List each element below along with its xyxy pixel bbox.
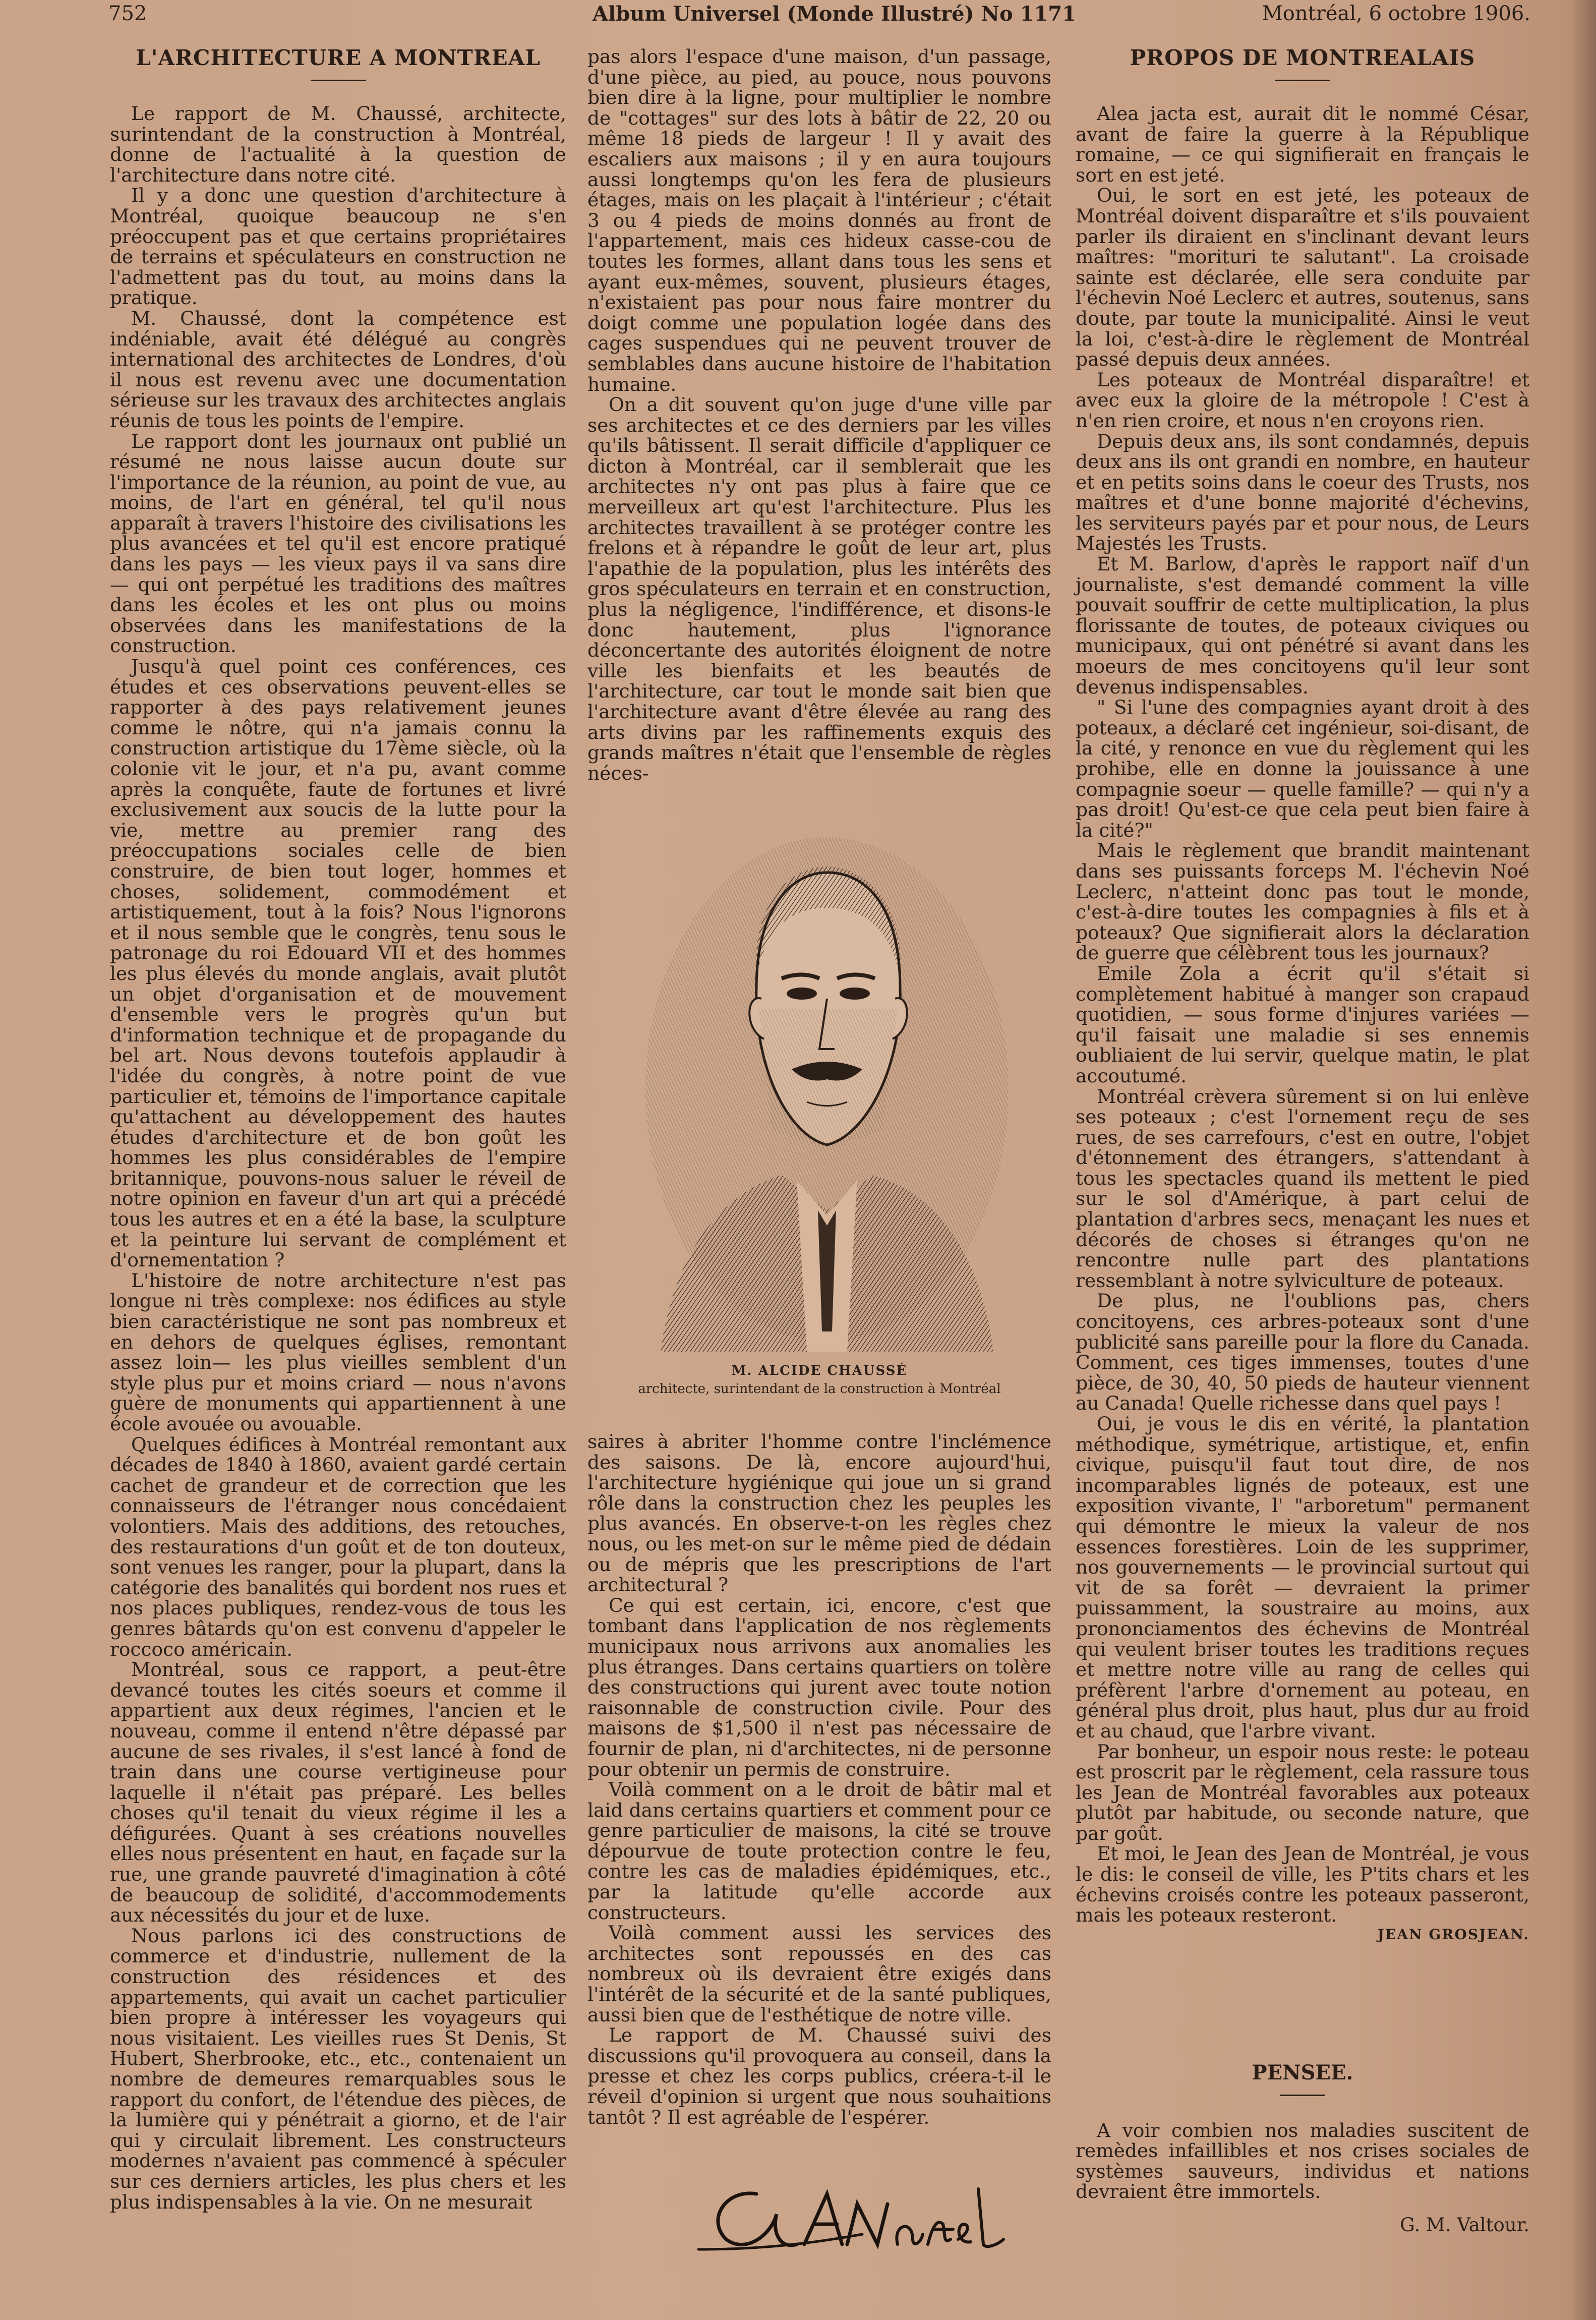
portrait-caption bbox=[587, 1362, 1051, 1398]
paragraph: Oui, je vous le dis en vérité, la plantation méthodique, symétrique, artistique, et, enfin civique, puisqu'il faut tout dire, de nos incomparables lignés de poteaux, est une exposition vivante, l' "arboretum" permanent qui démontre le mieux la valeur de nos essences forestières. Loin de les supprimer, nos gouvernements — le provincial surtout qui vit de sa forêt — devraient la primer puissamment, la soustraire au moins, aux prononciamentos des échevins de Montréal qui veulent briser toutes les traditions reçues et mettre notre ville au rang de celles qui préfèrent l'arbre d'ornement au poteau, en général plus droit, plus haut, plus dur au froid et au chaud, que l'arbre vivant. bbox=[1076, 1413, 1529, 1742]
paragraph: " Si l'une des compagnies ayant droit à des poteaux, a déclaré cet ingénieur, soi-disant, de la cité, y renonce en vue du règlement qui les prohibe, elle en donne la jouissance à une compagnie soeur — quelle famille? — qui n'y a pas droit! Qu'est-ce que cela peut bien faire à la cité?" bbox=[1076, 696, 1529, 841]
paragraph: Le rapport dont les journaux ont publié un résumé ne nous laisse aucun doute sur l'importance de la réunion, au point de vue, au moins, de l'art en général, tel qu'il nous apparaît à travers l'histoire des civilisations les plus avancées et tel qu'il est encore pratiqué dans les pays — les vieux pays il va sans dire — qui ont perpétué les traditions des maîtres dans les écoles et les ont plus ou moins observées dans les manifestations de la construction. bbox=[110, 430, 566, 657]
paragraph: Les poteaux de Montréal disparaître! et avec eux la gloire de la métropole ! C'est à n'en rien croire, et nous n'en croyons rien. bbox=[1076, 368, 1529, 432]
article-author: JEAN GROSJEAN. bbox=[1377, 1926, 1529, 1943]
page-number: 752 bbox=[108, 2, 147, 25]
paragraph: Emile Zola a écrit qu'il s'était si complètement habitué à manger son crapaud quotidien, — sous forme d'injures variées — qu'il faisait une maladie si ses ennemis oubliaient de lui servir, quelque matin, le plat accoutumé. bbox=[1076, 962, 1529, 1087]
article-title: L'ARCHITECTURE A MONTREAL bbox=[136, 45, 541, 70]
article-title: PROPOS DE MONTREALAIS bbox=[1130, 45, 1475, 70]
paragraph: De plus, ne l'oublions pas, chers concitoyens, ces arbres-poteaux sont d'une publicité sans pareille pour la flore du Canada. Comment, ces tiges immenses, toutes d'une pièce, de 30, 40, 50 pieds de hauteur viennent au Canada! Quelle richesse dans quel pays ! bbox=[1076, 1290, 1529, 1415]
middle-column-bottom bbox=[587, 1431, 1051, 2127]
paragraph: Le rapport de M. Chaussé suivi des discussions qu'il provoquera au conseil, dans la presse et chez les corps publics, créera-t-il le réveil d'opinion si urgent que nous souhaitions tantôt ? Il est agréable de l'espérer. bbox=[587, 2024, 1051, 2128]
portrait-name: M. ALCIDE CHAUSSÉ bbox=[731, 1363, 908, 1378]
right-article-column bbox=[1076, 46, 1529, 1945]
paragraph: Montréal crèvera sûrement si on lui enlève ses poteaux ; c'est l'ornement reçu de ses rues, de ses carrefours, c'est en outre, l'objet d'étonnement des étrangers, s'attendant à tous les spectacles quand ils mettent le pied sur le sol d'Amérique, à part celui de plantation d'arbres secs, menaçant les nues et décorés de choses si étranges qu'on ne rencontre nulle part des plantations ressemblant à notre sylviculture de poteaux. bbox=[1076, 1085, 1529, 1292]
paragraph: Voilà comment aussi les services des architectes sont repoussés en des cas nombreux où ils devraient être exigés dans l'intérêt de la sécurité et de la santé publiques, aussi bien que de l'esthétique de notre ville. bbox=[587, 1922, 1051, 2026]
paragraph: Alea jacta est, aurait dit le nommé César, avant de faire la guerre à la République romaine, — ce qui signifierait en français le sort en est jeté. bbox=[1076, 102, 1529, 186]
middle-column-top bbox=[587, 46, 1051, 783]
paragraph: Et M. Barlow, d'après le rapport naïf d'un journaliste, s'est demandé comment la ville pouvait souffrir de cette multiplication, la plus florissante de toutes, de poteaux civiques ou municipaux, qui ont pénétré si avant dans les moeurs de mes concitoyens qu'il leur sont devenus indispensables. bbox=[1076, 553, 1529, 698]
pensee-text: A voir combien nos maladies suscitent de remèdes infaillibles et nos crises sociales de systèmes sauveurs, individus et nations devraient être immortels. bbox=[1076, 2119, 1529, 2203]
pensee-title: PENSEE. bbox=[1252, 2061, 1353, 2084]
paragraph: Voilà comment on a le droit de bâtir mal et laid dans certains quartiers et comment pour ce genre particulier de maisons, la cité se trouve dépourvue de toute protection contre le feu, contre les cas de maladies épidémiques, etc., par la latitude qu'elle accorde aux constructeurs. bbox=[587, 1778, 1051, 1924]
paragraph: Mais le règlement que brandit maintenant dans ses puissants forceps M. l'échevin Noé Leclerc, n'atteint donc pas tout le monde, c'est-à-dire toutes les compagnies à fils et à poteaux? Que signifierait alors la déclaration de guerre que célèbrent tous les journaux? bbox=[1076, 839, 1529, 964]
paragraph: L'histoire de notre architecture n'est pas longue ni très complexe: nos édifices au style bien caractéristique ne sont pas nombreux et en dehors de quelques églises, remontant assez loin— les plus vieilles semblent d'un style plus pur et moins criard — nous n'avons guère de monuments qui appartiennent à une école avouée ou avouable. bbox=[110, 1269, 566, 1435]
page-header bbox=[108, 2, 1530, 32]
paragraph: Ce qui est certain, ici, encore, c'est que tombant dans l'application de nos règlements municipaux nous arrivons aux anomalies les plus étranges. Dans certains quartiers on tolère des constructions qui jurent avec toute notion raisonnable de construction civile. Pour des maisons de $1,500 il n'est pas nécessaire de fournir de plan, ni d'architectes, ni de personne pour obtenir un permis de construire. bbox=[587, 1594, 1051, 1780]
page-edge bbox=[1572, 0, 1596, 2320]
title-rule bbox=[311, 80, 366, 81]
paragraph: Le rapport de M. Chaussé, architecte, surintendant de la construction à Montréal, donne de l'actualité à la question de l'architecture dans notre cité. bbox=[110, 102, 566, 186]
paragraph: Jusqu'à quel point ces conférences, ces études et ces observations peuvent-elles se rapporter à des pays relativement jeunes comme le nôtre, qui n'a jamais connu la construction artistique du 17ème siècle, où la colonie vit le jour, et n'a pu, avant comme après la conquête, faute de fortunes et livré exclusivement aux soucis de la lutte pour la vie, mettre au premier rang des préoccupations sociales celle de bien construire, de bien tout loger, hommes et choses, solidement, commodément et artistiquement, tout à la fois? Nous l'ignorons et il nous semble que le congrès, tenu sous le patronage du roi Edouard VII et des hommes les plus élevés du monde anglais, avait plutôt un objet d'organisation et de mouvement d'ensemble vers le progrès qu'un but d'information technique et de propagande du bel art. Nous devons toutefois applaudir à l'idée du congrès, à notre point de vue particulier et, témoins de l'importance capitale qu'attachent au développement des hautes études d'architecture et de bon goût les hommes les plus considérables de l'empire britannique, pouvons-nous saluer le réveil de notre opinion en faveur d'un art qui a précédé tous les autres et en a été la base, la sculpture et la peinture lui servant de complément et d'ornementation ? bbox=[110, 655, 566, 1271]
handwritten-signature bbox=[696, 2174, 1009, 2270]
paragraph: Quelques édifices à Montréal remontant aux décades de 1840 à 1860, avaient gardé certain cachet de grandeur et de correction que les connaisseurs de l'étranger nous concédaient volontiers. Mais des additions, des retouches, des restaurations d'un goût et de ton douteux, sont venues les ranger, pour la plupart, dans la catégorie des banalités qui bordent nos rues et nos places publiques, rendez-vous de tous les genres bâtards qu'on est convenu d'appeler le roccoco américain. bbox=[110, 1433, 566, 1660]
paragraph: saires à abriter l'homme contre l'inclémence des saisons. De là, encore aujourd'hui, l'architecture hygiénique qui joue un si grand rôle dans la construction chez les peuples les plus avancés. En observe-t-on les règles chez nous, ou les met-on sur le même pied de dédain ou de mépris que les prescriptions de l'art architectural ? bbox=[587, 1430, 1051, 1596]
paragraph: Et moi, le Jean des Jean de Montréal, je vous le dis: le conseil de ville, les P'tits chars et les échevins croisés contre les poteaux passeront, mais les poteaux resteront. bbox=[1076, 1842, 1529, 1927]
dateline: Montréal, 6 octobre 1906. bbox=[1262, 2, 1530, 25]
left-article-column bbox=[110, 46, 566, 2212]
paragraph: Il y a donc une question d'architecture à Montréal, quoique beaucoup ne s'en préoccupent pas et que certains propriétaires de terrains et spéculateurs en construction ne l'admettent pas du tout, au moins dans la pratique. bbox=[110, 184, 566, 309]
portrait-subtitle: architecte, surintendant de la construction à Montréal bbox=[638, 1381, 1001, 1397]
paragraph: M. Chaussé, dont la compétence est indéniable, avait été délégué au congrès international des architectes de Londres, d'où il nous est revenu avec une documentation sérieuse sur les travaux des architectes anglais réunis de tous les points de l'empire. bbox=[110, 307, 566, 432]
paragraph: Montréal, sous ce rapport, a peut-être devancé toutes les cités soeurs et comme il appartient aux deux régimes, l'ancien et le nouveau, comme il entend n'être dépassé par aucune de ses rivales, il s'est lancé à fond de train dans une course vertigineuse pour laquelle il n'était pas préparé. Les belles choses qu'il tenait du vieux régime il les a défigurées. Quant à ses créations nouvelles elles nous présentent en haut, en façade sur la rue, une grande pauvreté d'imagination à côté de beaucoup de solidité, d'accommodements aux nécessités du jour et de luxe. bbox=[110, 1658, 566, 1927]
paragraph: pas alors l'espace d'une maison, d'un passage, d'une pièce, au pied, au pouce, nous pouvons bien dire à la ligne, pour multiplier le nombre de "cottages" sur des lots à bâtir de 22, 20 ou même 18 pieds de largeur ! Il y avait des escaliers aux maisons ; il y en aura toujours aussi longtemps qu'on les fera de plusieurs étages, mais on les plaçait à l'intérieur ; c'était 3 ou 4 pieds de moins donnés au front de l'appartement, mais ces hideux casse-cou de toutes les formes, allant dans tous les sens et ayant eux-mêmes, souvent, plusieurs étages, n'existaient pas pour nous faire montrer du doigt comme une population logée dans des cages suspendues qui ne peuvent trouver de semblables dans aucune histoire de l'habitation humaine. bbox=[587, 45, 1051, 395]
title-rule bbox=[1275, 80, 1330, 81]
paragraph: Oui, le sort en est jeté, les poteaux de Montréal doivent disparaître et s'ils pouvaient parler ils diraient en s'inclinant devant leurs maîtres: "morituri te salutant". La croisade sainte est déclarée, elle sera conduite par l'échevin Noé Leclerc et autres, soutenus, sans doute, par toute la municipalité. Ainsi le veut la loi, c'est-à-dire le règlement de Montréal passé depuis deux années. bbox=[1076, 184, 1529, 371]
journal-title: Album Universel (Monde Illustré) No 1171 bbox=[593, 2, 1076, 26]
pensee-author: G. M. Valtour. bbox=[1400, 2214, 1529, 2236]
paragraph: Depuis deux ans, ils sont condamnés, depuis deux ans ils ont grandi en nombre, en hauteur et en petits soins dans le coeur des Trusts, nos maîtres et d'une bonne majorité d'échevins, les serviteurs payés par et pour nous, de Leurs Majestés les Trusts. bbox=[1076, 430, 1529, 555]
paragraph: On a dit souvent qu'on juge d'une ville par ses architectes et ce des derniers par les villes qu'ils bâtissent. Il serait difficile d'appliquer ce dicton à Montréal, car il semblerait que les architectes n'y ont pas plus à faire que ce merveilleux art qu'est l'architecture. Plus les architectes travaillent à se protéger contre les frelons et à répandre le goût de leur art, plus l'apathie de la population, plus les intérêts des gros spéculateurs en terrain et en construction, plus la négligence, l'indifférence, et disons-le donc hautement, plus l'ignorance déconcertante des autorités éloignent de notre ville les bienfaits et les beautés de l'architecture, car tout le monde sait bien que l'architecture avant d'être élevée au rang des arts divins par les raffinements exquis des grands maîtres n'était que l'ensemble de règles néces- bbox=[587, 393, 1051, 784]
title-rule bbox=[1280, 2095, 1325, 2096]
portrait-engraving bbox=[630, 827, 1019, 1354]
pensee-box bbox=[1076, 2063, 1529, 2236]
paragraph: Par bonheur, un espoir nous reste: le poteau est proscrit par le règlement, cela rassure tous les Jean de Montréal favorables aux poteaux plutôt par habitude, ou seconde nature, que par goût. bbox=[1076, 1740, 1529, 1844]
paragraph: Nous parlons ici des constructions de commerce et d'industrie, nullement de la construction des résidences et des appartements, qui avait un cachet particulier bien propre à intéresser les voyageurs qui nous visitaient. Les vieilles rues St Denis, St Hubert, Sherbrooke, etc., etc., contenaient un nombre de demeures remarquables sous le rapport du confort, de l'étendue des pièces, de la lumière qui y pénétrait a giorno, et de l'air qui y circulait librement. Les constructeurs modernes n'avaient pas commencé à spéculer sur ces derniers articles, les plus chers et les plus indispensables à la vie. On ne mesurait bbox=[110, 1924, 566, 2213]
